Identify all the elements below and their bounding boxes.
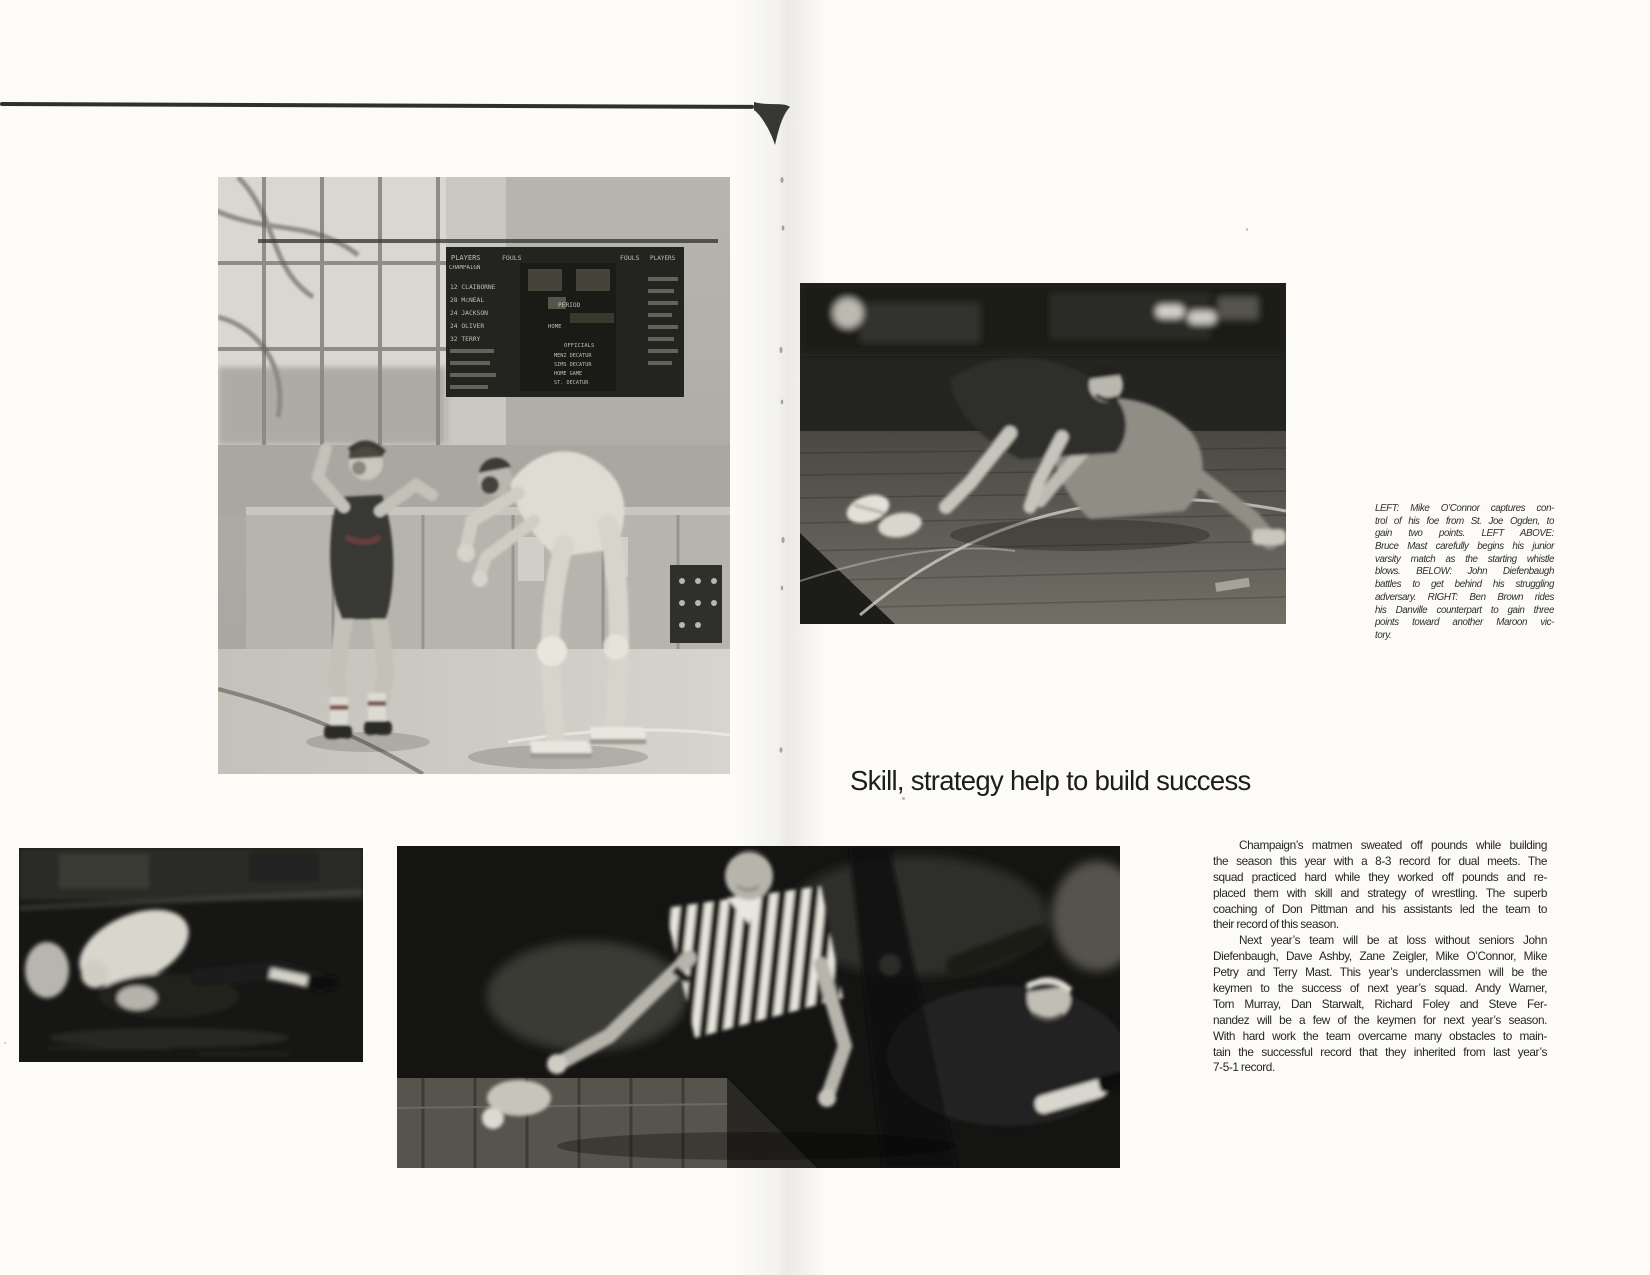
page-title: Skill, strategy help to build success	[850, 765, 1251, 796]
gutter-drip-mark	[752, 99, 794, 157]
article-line: Champaign’s matmen sweated off pounds while building	[1239, 838, 1547, 852]
article-line: tain the successful record that they inherited from last year’s	[1213, 1044, 1547, 1059]
article-line: Petry and Terry Mast. This year’s underclassmen will be the	[1213, 965, 1547, 980]
scoreboard	[446, 247, 684, 397]
scoreboard-team-label: CHAMPAIGN	[449, 265, 481, 271]
scoreboard-players-label: PLAYERS	[451, 254, 481, 262]
caption-line: adversary. RIGHT: Ben Brown rides	[1375, 591, 1554, 603]
paper-speck	[1246, 228, 1248, 231]
scoreboard-fouls-right-label: FOULS	[620, 254, 640, 262]
wall-equipment	[670, 565, 722, 643]
caption-line: battles to get behind his struggling	[1375, 579, 1554, 591]
scoreboard-period-label: PERIOD	[558, 302, 581, 309]
caption-line: points toward another Maroon vic-	[1375, 617, 1554, 629]
scoreboard-roster-row: 28 McNEAL	[450, 297, 485, 304]
page-edge-line	[0, 102, 754, 108]
caption-line: blows. BELOW: John Diefenbaugh	[1375, 566, 1554, 578]
scoreboard-official-row: SIMS DECATUR	[554, 362, 592, 368]
article-line: With hard work the team overcame many obstacles to main-	[1213, 1028, 1547, 1043]
article-line: their record of this season.	[1213, 917, 1339, 932]
scoreboard-roster-row: 12 CLAIBORNE	[450, 284, 496, 291]
scoreboard-officials-label: OFFICIALS	[564, 343, 595, 349]
scoreboard-home-label: HOME	[548, 324, 562, 330]
article-line: squad practiced hard while they worked off pounds and re-	[1213, 869, 1547, 884]
article-line: Tom Murray, Dan Starwalt, Richard Foley and Steve Fer-	[1213, 996, 1547, 1011]
paper-speck	[4, 1042, 6, 1044]
caption-line: trol of his foe from St. Joe Ogden, to	[1375, 515, 1554, 527]
scoreboard-official-row: ST. DECATUR	[554, 380, 589, 386]
article-line: placed them with skill and strategy of wrestling. The superb	[1213, 885, 1547, 900]
scoreboard-roster-row: 24 JACKSON	[450, 310, 488, 317]
article-line: coaching of Don Pittman and his assistants led the team to	[1213, 901, 1547, 916]
mat-wrestling-photo	[800, 283, 1286, 624]
scoreboard-players-right-label: PLAYERS	[650, 255, 676, 262]
article-body	[1213, 838, 1547, 1076]
article-line: 7-5-1 record.	[1213, 1060, 1275, 1075]
dark-background-shapes	[800, 283, 1286, 353]
article-line: keymen to the success of next year’s squad. Andy Warner,	[1213, 981, 1547, 996]
caption-line: tory.	[1375, 629, 1392, 641]
caption-line: Bruce Mast carefully begins his junior	[1375, 541, 1554, 553]
photo-caption	[1375, 503, 1554, 643]
caption-line: gain two points. LEFT ABOVE:	[1375, 528, 1554, 540]
referee-match-photo	[397, 846, 1120, 1168]
scoreboard-roster-row: 32 TERRY	[450, 336, 481, 343]
pin-attempt-photo	[19, 848, 363, 1062]
scoreboard-official-row: HOME GAME	[554, 371, 583, 377]
wrestlers-facing-off-photo	[218, 177, 730, 774]
article-line: Next year’s team will be at loss without seniors John	[1239, 933, 1547, 948]
scoreboard-roster-row: 24 OLIVER	[450, 323, 485, 330]
caption-line: LEFT: Mike O’Connor captures con-	[1375, 503, 1554, 514]
article-line: nandez will be a few of the keymen for next year’s season.	[1213, 1012, 1547, 1027]
article-line: Diefenbaugh, Dave Ashby, Zane Zeigler, Mike O’Connor, Mike	[1213, 949, 1547, 964]
scoreboard-official-row: MENZ DECATUR	[554, 353, 592, 359]
caption-line: his Danville counterpart to gain three	[1375, 604, 1554, 616]
caption-line: varsity match as the starting whistle	[1375, 553, 1554, 565]
radiator-cabinet	[246, 507, 730, 649]
article-line: the season this year with a 8-3 record for dual meets. The	[1213, 853, 1547, 868]
scoreboard-fouls-label: FOULS	[502, 254, 522, 262]
